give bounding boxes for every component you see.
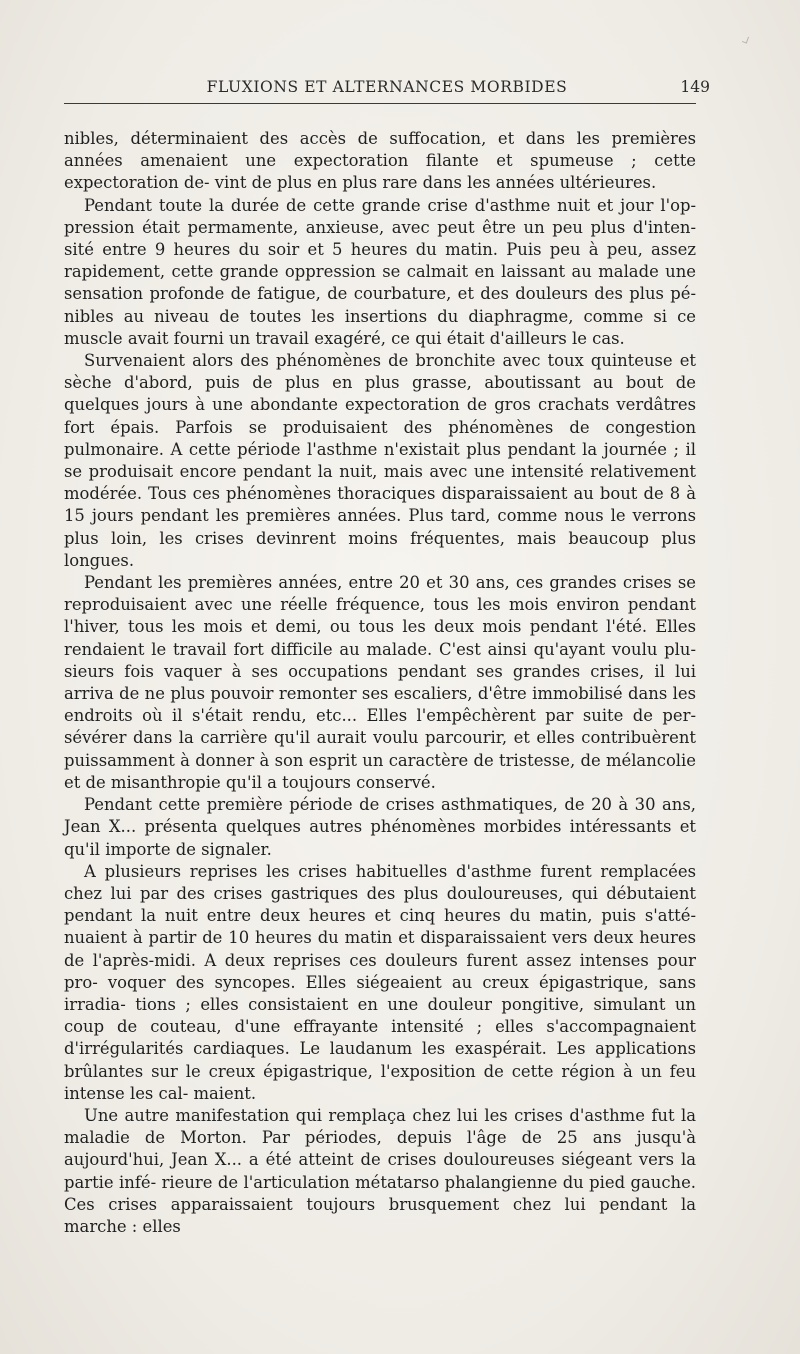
paragraph: Pendant toute la durée de cette grande crise d'asthme nuit et jour l'op- pression était permamente, anxieuse, avec peut être un peu plus d'inten- sité entre 9 heures du soir et 5 heures du matin. Puis peu à peu, assez rapidement, cette grande oppression se calmait en laissant au malade une sensation profonde de fatigue, de courbature, et des douleurs des plus pé- nibles au niveau de toutes les insertions du diaphragme, comme si ce muscle avait fourni un travail exagéré, ce qui était d'ailleurs le cas. — [64, 195, 696, 348]
paragraph: Pendant cette première période de crises asthmatiques, de 20 à 30 ans, Jean X... présenta quelques autres phénomènes morbides intéressants et qu'il importe de signaler. — [64, 795, 696, 859]
paragraph: A plusieurs reprises les crises habituelles d'asthme furent remplacées chez lui par des crises gastriques des plus douloureuses, qui débutaient pendant la nuit entre deux heures et cinq heures du matin, puis s'atté- nuaient à partir de 10 heures du matin et disparaissaient vers deux heures de l'après-midi. A deux reprises ces douleurs furent assez intenses pour pro- voquer des syncopes. Elles siégeaient au creux épigastrique, sans irradia- tions ; elles consistaient en une douleur pongitive, simulant un coup de couteau, d'une effrayante intensité ; elles s'accompagnaient d'irrégularités cardiaques. Le laudanum les exaspérait. Les applications brûlantes sur le creux épigastrique, l'exposition de cette région à un feu intense les cal- maient. — [64, 861, 696, 1103]
body-text — [64, 128, 696, 1238]
header-rule — [64, 103, 696, 104]
page-header — [64, 78, 710, 102]
paragraph: Une autre manifestation qui remplaça chez lui les crises d'asthme fut la maladie de Morton. Par périodes, depuis l'âge de 25 ans jusqu'à aujourd'hui, Jean X... a été atteint de crises douloureuses siégeant vers la partie infé- rieure de l'articulation métatarso phalangienne du pied gauche. Ces crises apparaissaient toujours brusquement chez lui pendant la marche : elles — [64, 1105, 696, 1236]
paragraph: Survenaient alors des phénomènes de bronchite avec toux quinteuse et sèche d'abord, puis de plus en plus grasse, aboutissant au bout de quelques jours à une abondante expectoration de gros crachats verdâtres fort épais. Parfois se produisaient des phénomènes de congestion pulmonaire. A cette période l'asthme n'existait plus pendant la journée ; il se produisait encore pendant la nuit, mais avec une intensité relativement modérée. Tous ces phénomènes thoraciques disparaissaient au bout de 8 à 15 jours pendant les premières années. Plus tard, comme nous le verrons plus loin, les crises devinrent moins fréquentes, mais beaucoup plus longues. — [64, 351, 696, 570]
page-number: 149 — [680, 78, 710, 96]
margin-mark — [742, 35, 749, 43]
paragraph: Pendant les premières années, entre 20 et 30 ans, ces grandes crises se reproduisaient avec une réelle fréquence, tous les mois environ pendant l'hiver, tous les mois et demi, ou tous les deux mois pendant l'été. Elles rendaient le travail fort difficile au malade. C'est ainsi qu'ayant voulu plu- sieurs fois vaquer à ses occupations pendant ses grandes crises, il lui arriva de ne plus pouvoir remonter ses escaliers, d'être immobilisé dans les endroits où il s'était rendu, etc... Elles l'empêchèrent par suite de per- sévérer dans la carrière qu'il aurait voulu parcourir, et elles contribuèrent puissamment à donner à son esprit un caractère de tristesse, de mélancolie et de misanthropie qu'il a toujours conservé. — [64, 573, 696, 792]
running-title: FLUXIONS ET ALTERNANCES MORBIDES — [206, 78, 568, 96]
paragraph: nibles, déterminaient des accès de suffocation, et dans les premières années amenaient une expectoration filante et spumeuse ; cette expectoration de- vint de plus en plus rare dans les années ultérieures. — [64, 129, 696, 193]
